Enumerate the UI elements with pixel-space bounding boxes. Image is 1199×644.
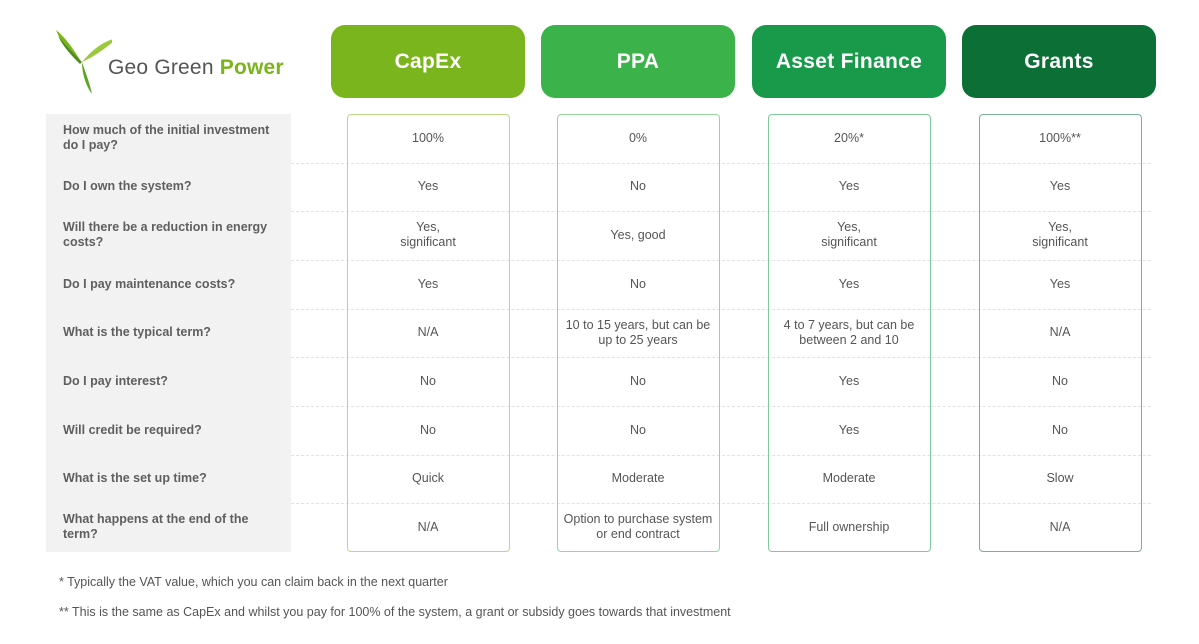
table-cell: No [420,422,436,437]
table-cell: N/A [417,519,439,534]
column-header-3: Grants [962,25,1156,98]
table-cell: No [1052,373,1068,388]
table-cell: No [1052,422,1068,437]
table-cell: Yes, significant [1032,220,1088,250]
column-header-0: CapEx [331,25,525,98]
footnote-vat: * Typically the VAT value, which you can claim back in the next quarter [59,575,448,589]
table-cell: Yes [1049,179,1071,194]
table-cell: Yes [1049,276,1071,291]
table-cell: 100% [412,130,444,145]
table-cell: Yes [838,276,860,291]
table-cell: Full ownership [808,519,890,534]
table-cell: N/A [417,325,439,340]
brand-name-accent: Power [219,56,284,79]
brand-logo [52,26,292,96]
footnote-grants: ** This is the same as CapEx and whilst you pay for 100% of the system, a grant or subsidy goes towards that investment [59,605,731,619]
table-cell: Yes, good [610,227,666,242]
table-cell: Yes [838,422,860,437]
table-cell: Moderate [822,471,876,486]
table-cell: No [630,179,646,194]
wind-turbine-logo-icon [52,26,112,96]
column-header-1: PPA [541,25,735,98]
table-cell: Yes [838,373,860,388]
table-cell: 4 to 7 years, but can be between 2 and 10 [783,317,915,347]
row-question: Do I pay interest? [63,373,168,388]
table-cell: N/A [1049,325,1071,340]
table-cell: 20%* [834,130,864,145]
row-question: Will credit be required? [63,422,202,437]
table-cell: Yes, significant [400,220,456,250]
table-cell: No [630,276,646,291]
column-header-2: Asset Finance [752,25,946,98]
table-cell: No [630,373,646,388]
brand-name-prefix: Geo Green [108,56,220,79]
table-cell: Option to purchase system or end contract [563,512,713,542]
row-question: Do I own the system? [63,179,192,194]
table-cell: N/A [1049,519,1071,534]
table-cell: Moderate [611,471,665,486]
table-cell: 100%** [1039,130,1081,145]
brand-name [108,56,284,80]
row-question: What is the set up time? [63,471,207,486]
table-cell: Slow [1046,471,1074,486]
table-cell: No [420,373,436,388]
row-question: What happens at the end of the term? [63,512,249,542]
table-cell: Quick [412,471,444,486]
table-cell: 10 to 15 years, but can be up to 25 years [565,317,711,347]
table-cell: Yes [417,179,439,194]
row-question: How much of the initial investment do I pay? [63,123,270,152]
table-cell: Yes [838,179,860,194]
row-question: Will there be a reduction in energy costs? [63,220,268,250]
table-cell: 0% [628,130,648,145]
table-cell: Yes, significant [821,220,877,250]
table-cell: No [630,422,646,437]
table-cell: Yes [417,276,439,291]
row-question: What is the typical term? [63,325,211,340]
row-question: Do I pay maintenance costs? [63,276,236,291]
